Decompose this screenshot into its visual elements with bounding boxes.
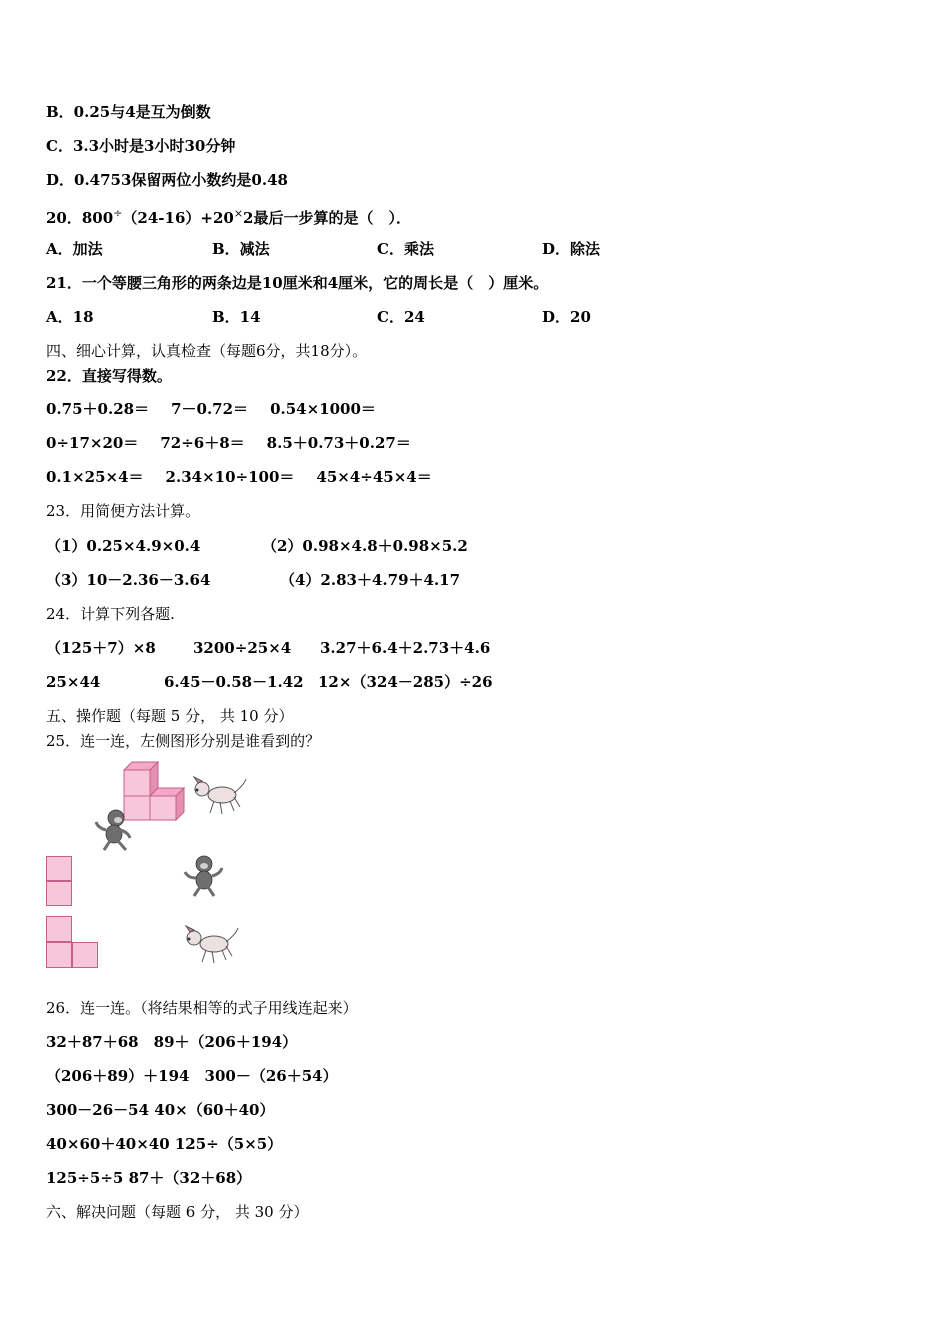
- q22-row-1: [46, 399, 376, 419]
- q20-option-c: C．乘法: [377, 240, 434, 258]
- q20-stem-a: 20．800: [46, 209, 114, 227]
- q26-row: [46, 1066, 338, 1086]
- q26-right: 125÷（5×5）: [174, 1135, 283, 1153]
- q19-option-b: B．0.25与4是互为倒数: [46, 103, 211, 121]
- q23-part-3: （3）10－2.36－3.64: [46, 571, 211, 589]
- q21-option-c: C．24: [377, 308, 425, 326]
- q22-item: 45×4÷45×4＝: [316, 468, 432, 486]
- section-4-heading: 四、细心计算，认真检查（每题6分，共18分）。: [46, 342, 368, 360]
- monkey-icon: [92, 808, 134, 852]
- q22-item: 2.34×10÷100＝: [165, 468, 295, 486]
- q20-stem-b: （24-16）+20: [122, 209, 234, 227]
- q24-item: （125＋7）×8: [46, 639, 156, 657]
- q22-row-2: [46, 433, 411, 453]
- q23-part-4: （4）2.83＋4.79＋4.17: [280, 571, 461, 589]
- q26-right: 300－（26＋54）: [204, 1067, 338, 1085]
- q22-item: 7－0.72＝: [171, 400, 249, 418]
- q22-stem: 22．直接写得数。: [46, 367, 172, 385]
- q22-item: 0÷17×20＝: [46, 434, 139, 452]
- q20-div-symbol: ÷: [113, 207, 123, 220]
- q23-stem: 23．用简便方法计算。: [46, 502, 201, 520]
- q19-option-c: C．3.3小时是3小时30分钟: [46, 137, 236, 155]
- q20-option-a: A．加法: [46, 240, 103, 258]
- q24-item: 6.45－0.58－1.42: [164, 673, 304, 691]
- q22-item: 0.54×1000＝: [270, 400, 376, 418]
- q26-left: 40×60＋40×40: [46, 1135, 170, 1153]
- q26-row: [46, 1032, 297, 1052]
- q22-row-3: [46, 467, 432, 487]
- front-view-two-squares: [46, 856, 72, 906]
- q24-item: 3.27＋6.4＋2.73＋4.6: [320, 639, 491, 657]
- q20-stem: [46, 204, 411, 228]
- dog-icon: [190, 775, 248, 817]
- q21-option-b: B．14: [212, 308, 261, 326]
- q24-stem: 24．计算下列各题.: [46, 605, 175, 623]
- side-view-l-shape: [46, 916, 98, 968]
- q26-row: [46, 1134, 282, 1154]
- q26-right: 87＋（32＋68）: [128, 1169, 252, 1187]
- q22-item: 0.1×25×4＝: [46, 468, 144, 486]
- q19-option-d: D．0.4753保留两位小数约是0.48: [46, 171, 288, 189]
- q24-item: 25×44: [46, 673, 101, 691]
- q26-left: 125÷5÷5: [46, 1169, 124, 1187]
- q22-item: 0.75＋0.28＝: [46, 400, 150, 418]
- q26-left: 300－26－54: [46, 1101, 150, 1119]
- q26-left: （206＋89）＋194: [46, 1067, 190, 1085]
- q22-item: 8.5＋0.73＋0.27＝: [266, 434, 411, 452]
- q26-left: 32＋87＋68: [46, 1033, 139, 1051]
- section-5-heading: 五、操作题（每题 5 分， 共 10 分）: [46, 707, 294, 725]
- q22-item: 72÷6＋8＝: [160, 434, 245, 452]
- q26-row: [46, 1168, 251, 1188]
- q26-right: 40×（60＋40）: [154, 1101, 275, 1119]
- q26-stem: 26．连一连。（将结果相等的式子用线连起来）: [46, 999, 358, 1017]
- q24-item: 12×（324－285）÷26: [318, 673, 493, 691]
- q20-stem-c: 2最后一步算的是（ ）．: [243, 209, 411, 227]
- q20-option-d: D．除法: [542, 240, 601, 258]
- monkey-icon: [182, 854, 224, 898]
- q20-times-symbol: ×: [233, 207, 244, 220]
- q23-part-2: （2）0.98×4.8＋0.98×5.2: [262, 537, 468, 555]
- q21-stem: 21．一个等腰三角形的两条边是10厘米和4厘米，它的周长是（ ）厘米。: [46, 274, 549, 292]
- q26-right: 89＋（206＋194）: [153, 1033, 298, 1051]
- q21-option-a: A．18: [46, 308, 94, 326]
- q25-stem: 25．连一连，左侧图形分别是谁看到的？: [46, 732, 321, 750]
- q24-item: 3200÷25×4: [193, 639, 292, 657]
- q20-option-b: B．减法: [212, 240, 270, 258]
- section-6-heading: 六、解决问题（每题 6 分， 共 30 分）: [46, 1203, 309, 1221]
- q26-row: [46, 1100, 275, 1120]
- dog-icon: [182, 924, 240, 966]
- q23-part-1: （1）0.25×4.9×0.4: [46, 537, 201, 555]
- q21-option-d: D．20: [542, 308, 591, 326]
